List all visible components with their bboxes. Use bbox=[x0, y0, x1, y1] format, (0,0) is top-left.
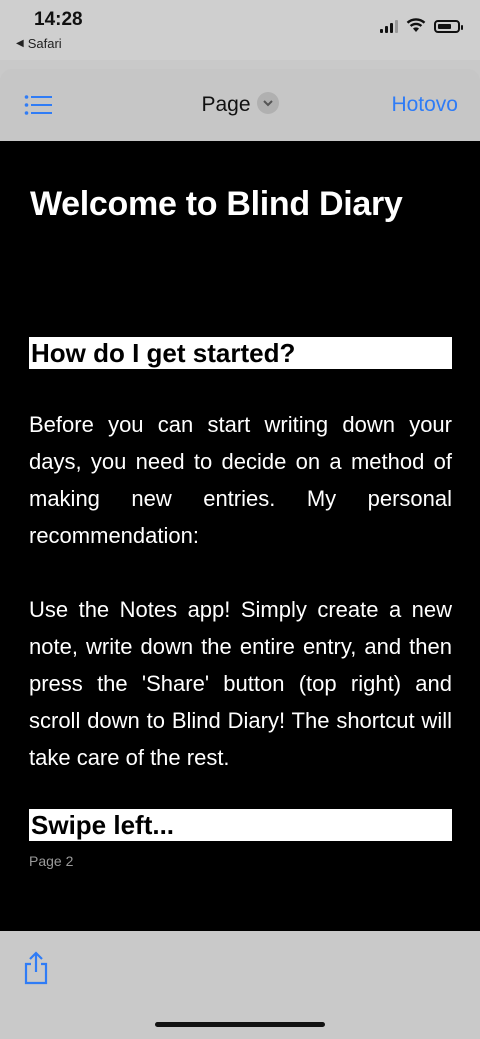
status-time: 14:28 bbox=[34, 9, 83, 30]
page-content bbox=[0, 141, 480, 931]
paragraph-notes-app: Use the Notes app! Simply create a new note, write down the entire entry, and then press the 'Share' button (top right) and scroll down to Blind Diary! The shortcut will take care of the rest. bbox=[29, 597, 452, 770]
done-button[interactable]: Hotovo bbox=[391, 93, 458, 116]
system-icons bbox=[380, 18, 460, 33]
home-indicator[interactable] bbox=[155, 1022, 325, 1027]
page-number: Page 2 bbox=[29, 853, 74, 869]
reader-sheet bbox=[0, 69, 480, 1039]
battery-icon bbox=[434, 20, 460, 33]
page-title: Welcome to Blind Diary bbox=[30, 185, 403, 223]
cellular-signal-icon bbox=[380, 19, 398, 33]
share-icon[interactable] bbox=[22, 951, 50, 985]
chevron-down-icon bbox=[257, 92, 279, 114]
status-bar bbox=[0, 0, 480, 60]
section-heading-get-started: How do I get started? bbox=[29, 337, 452, 369]
back-triangle-icon: ◀ bbox=[16, 38, 24, 49]
wifi-icon bbox=[406, 18, 426, 33]
nav-title-label: Page bbox=[201, 93, 251, 116]
back-to-app-button[interactable] bbox=[16, 36, 62, 51]
back-app-label: Safari bbox=[27, 36, 62, 51]
section-heading-swipe-left: Swipe left... bbox=[29, 809, 452, 841]
nav-bar bbox=[0, 69, 480, 141]
paragraph-intro: Before you can start writing down your days, you need to decide on a method of making new entries. My personal recommendation: bbox=[29, 412, 452, 548]
